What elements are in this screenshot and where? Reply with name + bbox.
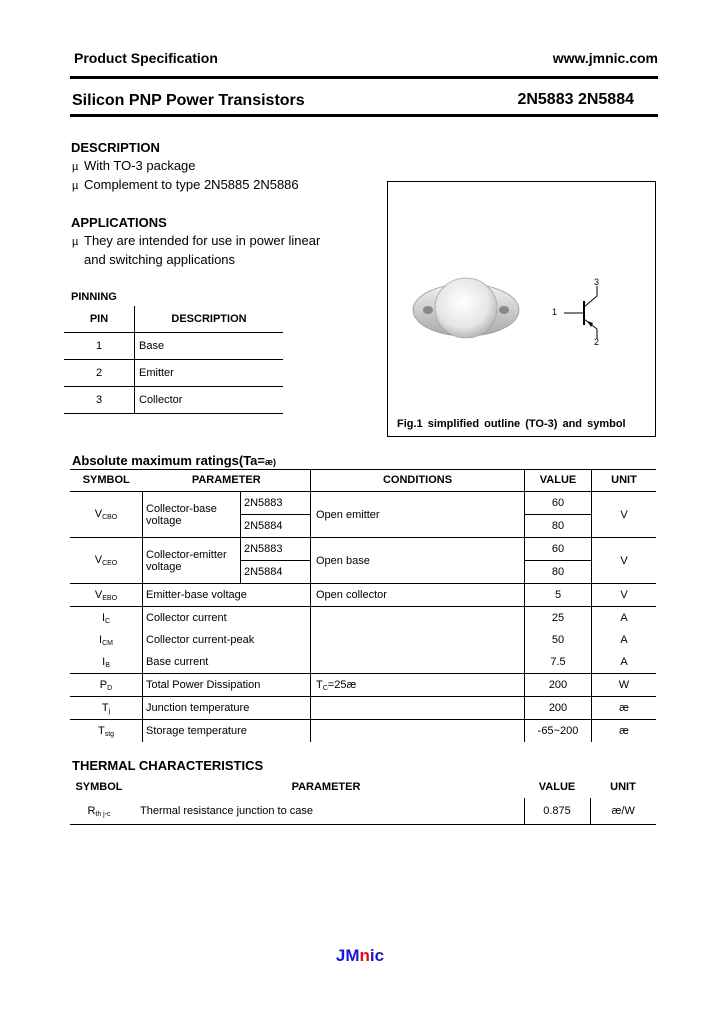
ratings-heading-unit: æ) [265,457,276,467]
value-cell: 80 [525,515,592,538]
unit-cell: A [592,651,657,674]
condition-cell [311,607,525,630]
parameter-cell: Collector current [146,612,227,624]
page-title: Silicon PNP Power Transistors [72,92,305,109]
value-cell: -65~200 [525,720,592,743]
figure-box [387,181,656,437]
part-numbers: 2N5883 2N5884 [517,91,634,108]
value-cell: 200 [525,674,592,697]
bullet-icon: µ [72,180,79,192]
col-value: VALUE [538,781,576,793]
ratings-heading-text: Absolute maximum ratings(Ta= [72,453,265,468]
col-symbol: SYMBOL [70,469,143,492]
thermal-table [70,776,656,825]
pin-description: Emitter [135,360,284,387]
condition-cell: Open collector [311,584,525,607]
unit-cell: W [592,674,657,697]
applications-text-2: and switching applications [84,252,236,267]
condition-cell [311,697,525,720]
value-cell: 60 [525,492,592,515]
unit-cell: A [620,612,628,624]
table-header-row [70,776,656,798]
value-cell: 80 [525,561,592,584]
condition-cell [311,720,525,743]
value-cell: 60 [525,538,592,561]
unit-cell: V [592,538,657,584]
col-unit: UNIT [610,781,636,793]
symbol-cell: $T_{stg}$ [70,720,143,743]
description-heading: DESCRIPTION [71,140,160,155]
parameter-cell: Storage temperature [146,725,247,737]
condition-cell: Open emitter [311,492,525,538]
condition-cell: Open base [311,538,525,584]
description-text-1: With TO-3 package [84,158,196,173]
table-row [64,387,283,414]
parameter-cell: Emitter-base voltage [143,584,311,607]
col-symbol: SYMBOL [75,781,123,793]
table-row [70,538,656,561]
pin-number: 1 [64,333,135,360]
symbol-label-1: 1 [552,307,558,317]
table-row [64,360,283,387]
table-row [70,697,656,720]
col-pin: PIN [64,306,135,333]
value-cell: 7.5 [525,651,592,674]
symbol-cell: $T_j$ [70,697,143,720]
part-cell: 2N5884 [241,515,311,538]
table-row [70,629,656,651]
bullet-icon: µ [72,236,79,248]
parameter-cell: Junction temperature [143,697,311,720]
symbol-cell: $P_D$ [70,674,143,697]
col-parameter: PARAMETER [291,781,361,793]
symbol-label-2: 2 [594,337,600,347]
symbol-cell: $V_{EBO}$ [70,584,143,607]
symbol-cell: $I_C$ [70,607,143,630]
table-row [70,798,656,825]
table-row [70,651,656,674]
title-rule [70,114,658,117]
header-rule [70,76,658,79]
symbol-cell: $V_{CBO}$ [70,492,143,538]
value-cell: 25 [525,607,592,630]
unit-cell: æ [592,697,657,720]
value-cell: 5 [525,584,592,607]
table-row [70,584,656,607]
parameter-cell: Collector-emitter voltage [143,538,241,584]
applications-item [72,233,320,248]
table-row [64,333,283,360]
unit-cell: V [592,492,657,538]
bullet-icon: µ [72,161,79,173]
header-left: Product Specification [74,50,218,66]
parameter-cell: Collector current-peak [146,634,255,646]
part-cell: 2N5884 [241,561,311,584]
pin-description: Collector [135,387,284,414]
description-text-2: Complement to type 2N5885 2N5886 [84,177,299,192]
pin-number: 3 [64,387,135,414]
condition-cell [311,651,525,674]
value-cell: 200 [525,697,592,720]
col-conditions: CONDITIONS [311,469,525,492]
value-cell: 0.875 [524,798,590,825]
col-unit: UNIT [592,469,657,492]
symbol-cell: $R_{th j-c}$ [70,798,128,825]
parameter-cell: Total Power Dissipation [143,674,311,697]
symbol-label-3: 3 [594,277,600,287]
col-parameter: PARAMETER [143,469,311,492]
part-cell: 2N5883 [241,538,311,561]
symbol-cell: $V_{CEO}$ [70,538,143,584]
pin-description: Base [135,333,284,360]
header-website[interactable]: www.jmnic.com [552,50,658,66]
col-description: DESCRIPTION [135,306,284,333]
table-row [70,492,656,515]
logo-part-2: nic [359,946,385,965]
table-header-row [70,469,656,492]
ratings-heading [72,453,276,468]
parameter-cell: Collector-base voltage [143,492,241,538]
table-row [70,607,656,630]
unit-cell: æ/W [590,798,656,825]
symbol-cell: $I_B$ [70,651,143,674]
value-cell: 50 [525,629,592,651]
symbol-cell: $I_{CM}$ [70,629,143,651]
unit-cell: V [592,584,657,607]
table-row [70,674,656,697]
figure-caption: Fig.1 simplified outline (TO-3) and symbol [397,418,626,430]
description-item [72,177,299,192]
parameter-cell: Thermal resistance junction to case [128,798,524,825]
applications-text-1: They are intended for use in power linear [84,233,321,248]
unit-cell: A [620,634,628,646]
description-item [72,158,196,173]
applications-heading: APPLICATIONS [71,215,167,230]
ratings-table [70,469,656,742]
pin-number: 2 [64,360,135,387]
thermal-heading: THERMAL CHARACTERISTICS [72,758,264,773]
parameter-cell: Base current [143,651,311,674]
condition-cell [311,629,525,651]
table-header-row [64,306,283,333]
part-cell: 2N5883 [241,492,311,515]
condition-cell: $T_C=25æ$ [311,674,525,697]
table-row [70,720,656,743]
pinning-table [64,306,283,414]
logo-part-1: JM [335,946,360,965]
col-value: VALUE [525,469,592,492]
unit-cell: æ [619,725,629,737]
pinning-heading: PINNING [71,291,117,303]
to3-package-illustration [388,182,655,402]
footer-logo [0,946,720,966]
